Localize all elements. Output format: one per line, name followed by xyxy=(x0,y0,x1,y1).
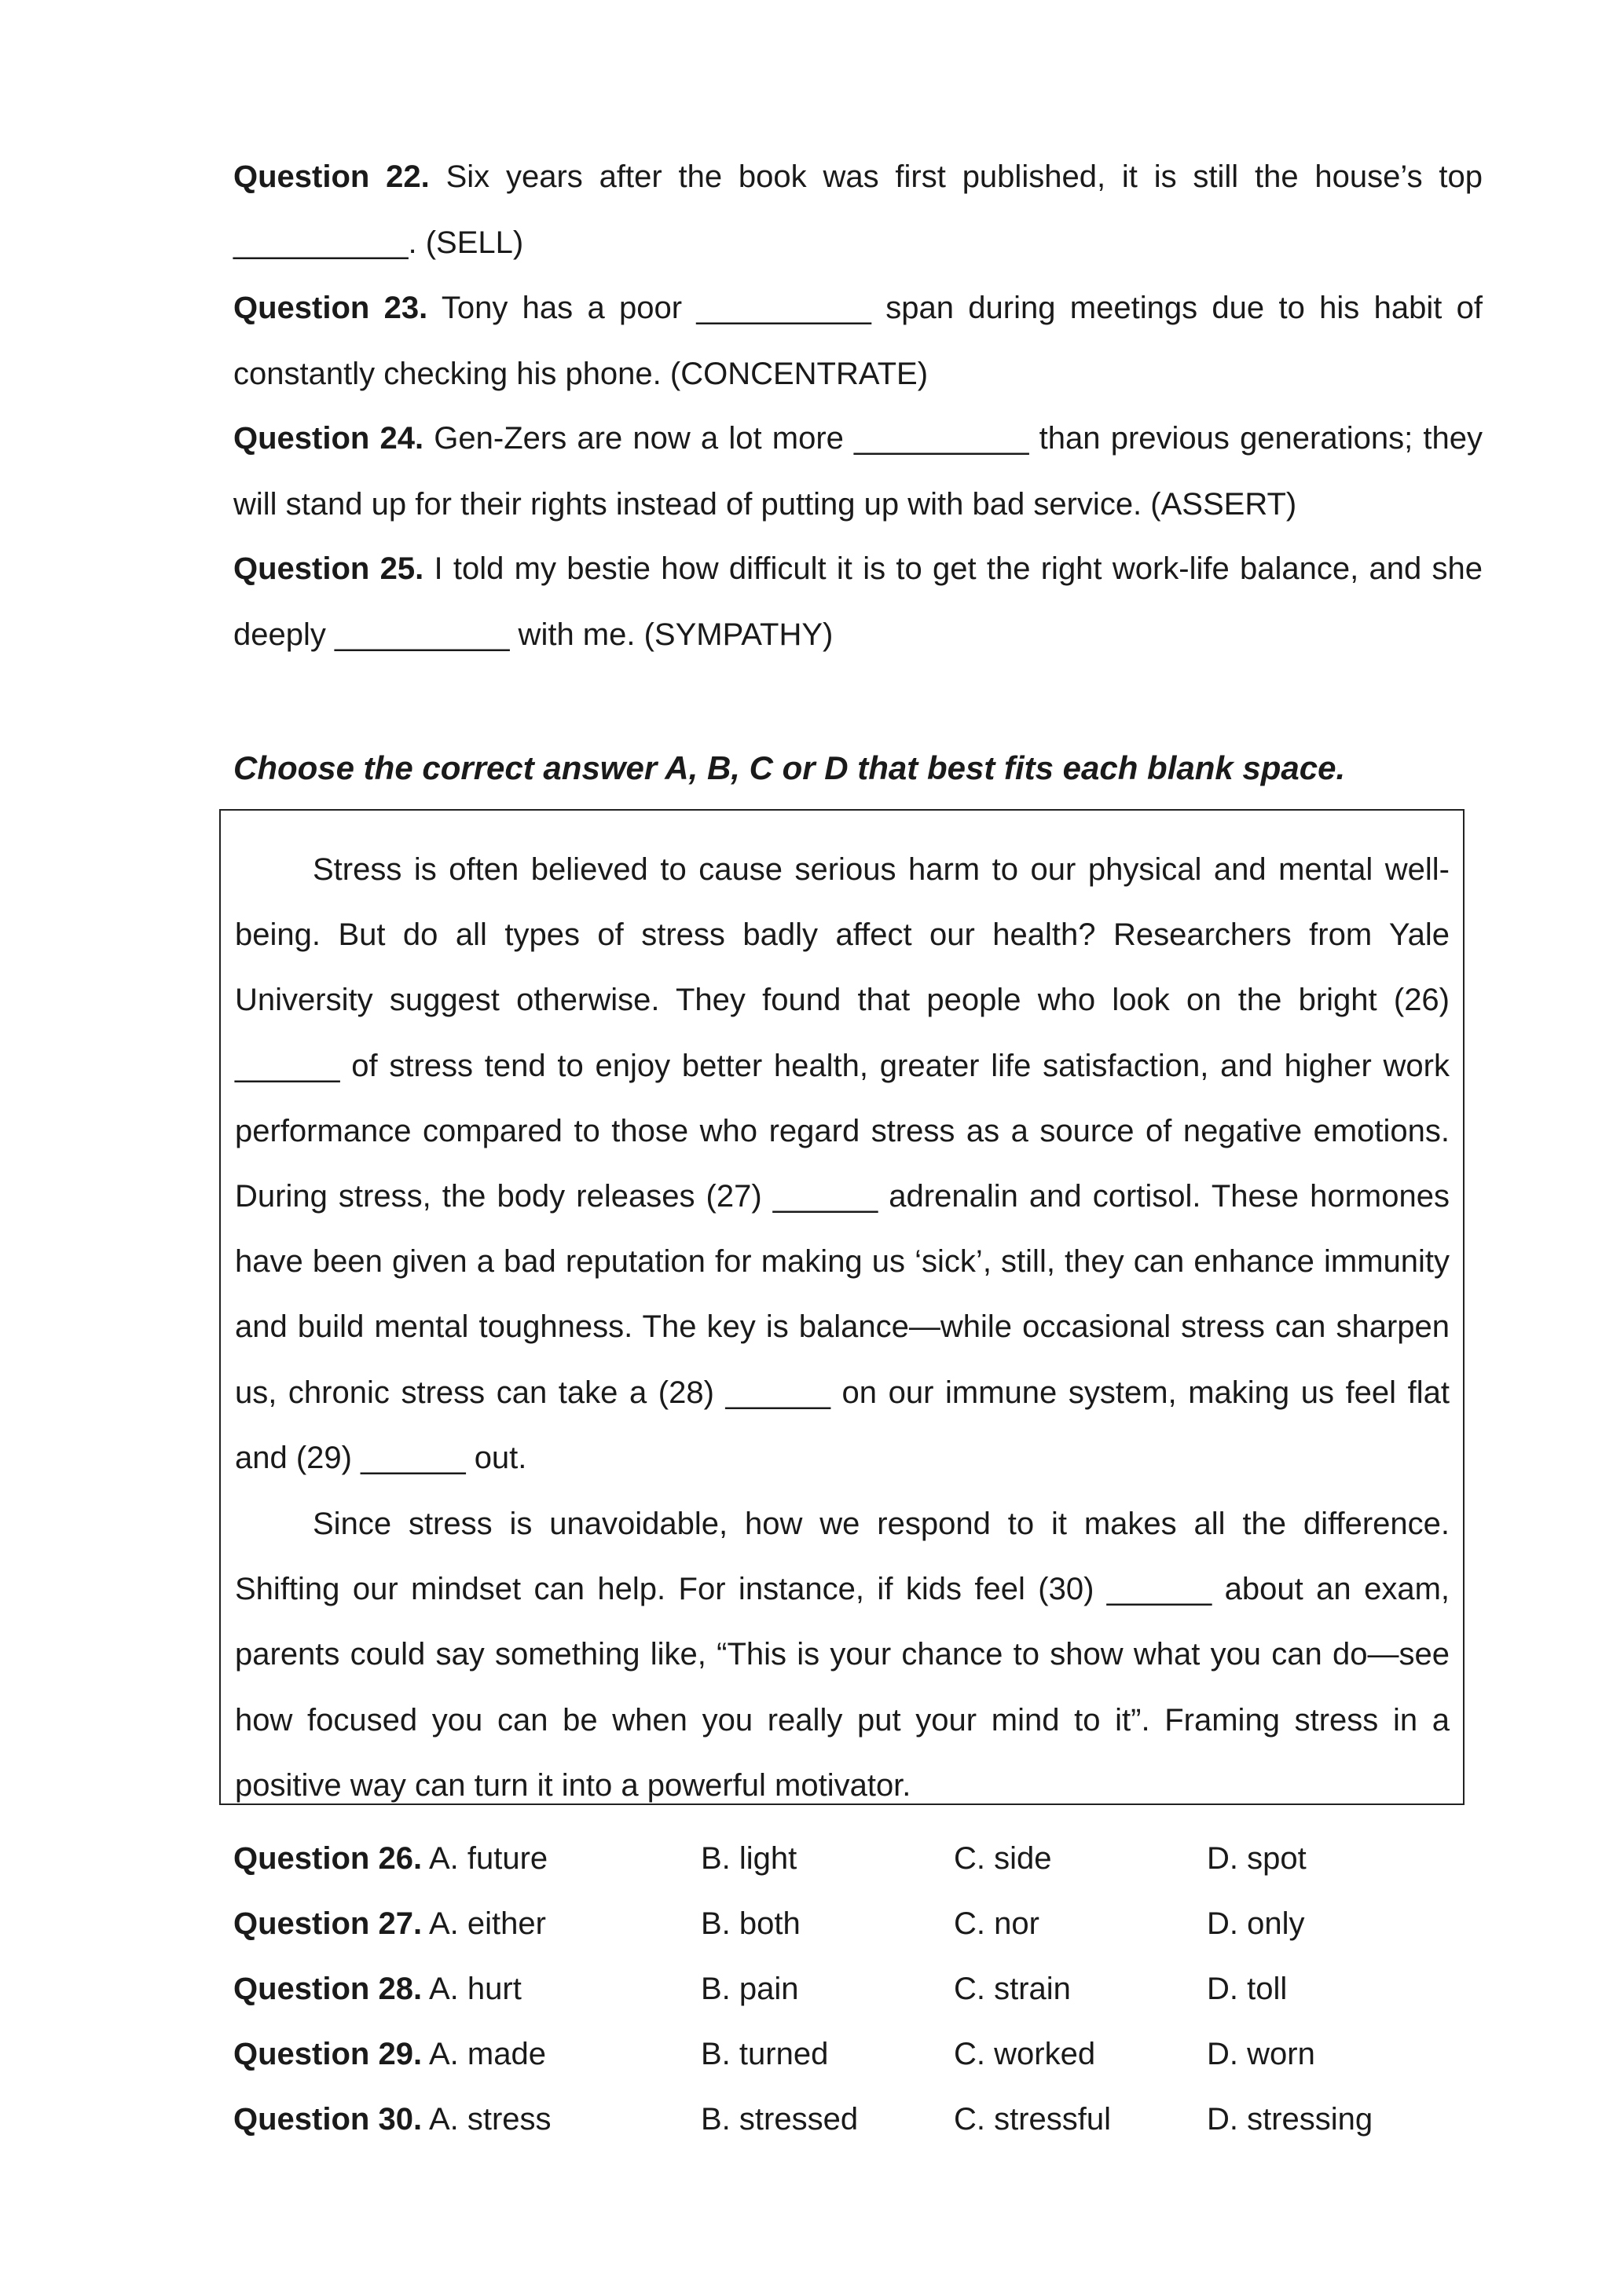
question-text: Tony has a poor __________ span during meetings due to his habit of constantly checking his phone. (CONCENTRATE) xyxy=(233,291,1483,391)
question-22 xyxy=(233,144,1483,276)
section-instruction: Choose the correct answer A, B, C or D that best fits each blank space. xyxy=(233,749,1346,786)
option-a: A. either xyxy=(422,1906,546,1941)
option-c: C. strain xyxy=(954,1972,1071,2006)
option-a: A. future xyxy=(422,1841,548,1876)
question-stem xyxy=(233,2086,552,2152)
question-stem xyxy=(233,1825,548,1891)
question-27 xyxy=(233,1891,1490,1957)
question-25 xyxy=(233,536,1483,668)
option-d: D. toll xyxy=(1207,1972,1288,2006)
option-b: B. pain xyxy=(701,1972,799,2006)
option-c: C. worked xyxy=(954,2037,1096,2071)
option-d: D. spot xyxy=(1207,1841,1307,1876)
option-a: A. made xyxy=(422,2037,546,2071)
question-26 xyxy=(233,1825,1490,1891)
option-d: D. only xyxy=(1207,1906,1305,1941)
option-c: C. nor xyxy=(954,1906,1039,1941)
option-b: B. both xyxy=(701,1906,801,1941)
question-label: Question 22. xyxy=(233,159,430,194)
question-24 xyxy=(233,405,1483,537)
question-label: Question 24. xyxy=(233,421,424,456)
question-text: I told my bestie how difficult it is to get the right work-life balance, and she deeply __________ with me. (SYMPATHY) xyxy=(233,551,1483,652)
passage-paragraph-1: Stress is often believed to cause serious harm to our physical and mental well-being. But do all types of stress badly affect our health? Researchers from Yale University suggest otherwise. They found that people who look on the bright (26) ______ of stress tend to enjoy better health, greater life satisfaction, and higher work performance compared to those who regard stress as a source of negative emotions. During stress, the body releases (27) ______ adrenalin and cortisol. These hormones have been given a bad reputation for making us ‘sick’, still, they can enhance immunity and build mental toughness. The key is balance—while occasional stress can sharpen us, chronic stress can take a (28) ______ on our immune system, making us feel flat and (29) ______ out. xyxy=(235,852,1450,1475)
option-c: C. side xyxy=(954,1841,1052,1876)
question-28 xyxy=(233,1956,1490,2022)
option-b: B. stressed xyxy=(701,2102,859,2137)
question-text: Gen-Zers are now a lot more __________ than previous generations; they will stand up for their rights instead of putting up with bad service. (ASSERT) xyxy=(233,421,1483,522)
question-stem xyxy=(233,2021,546,2087)
option-c: C. stressful xyxy=(954,2102,1112,2137)
question-label: Question 27. xyxy=(233,1906,423,1941)
question-stem xyxy=(233,1891,546,1957)
passage-paragraph-2: Since stress is unavoidable, how we respond to it makes all the difference. Shifting our mindset can help. For instance, if kids feel (30) ______ about an exam, parents could say something like, “This is your chance to show what you can do—see how focused you can be when you really put your mind to it”. Framing stress in a positive way can turn it into a powerful motivator. xyxy=(235,1507,1450,1803)
question-label: Question 23. xyxy=(233,291,428,325)
question-23 xyxy=(233,275,1483,407)
option-b: B. turned xyxy=(701,2037,829,2071)
option-a: A. hurt xyxy=(422,1972,522,2006)
question-text: Six years after the book was first published, it is still the house’s top __________. (SELL) xyxy=(233,159,1483,260)
question-label: Question 30. xyxy=(233,2102,423,2137)
question-label: Question 26. xyxy=(233,1841,423,1876)
question-29 xyxy=(233,2021,1490,2087)
option-a: A. stress xyxy=(422,2102,552,2137)
option-d: D. stressing xyxy=(1207,2102,1373,2137)
question-label: Question 28. xyxy=(233,1972,423,2006)
option-d: D. worn xyxy=(1207,2037,1315,2071)
question-label: Question 29. xyxy=(233,2037,423,2071)
question-stem xyxy=(233,1956,522,2022)
question-label: Question 25. xyxy=(233,551,424,586)
option-b: B. light xyxy=(701,1841,797,1876)
reading-passage-box xyxy=(219,809,1465,1805)
question-30 xyxy=(233,2086,1490,2152)
